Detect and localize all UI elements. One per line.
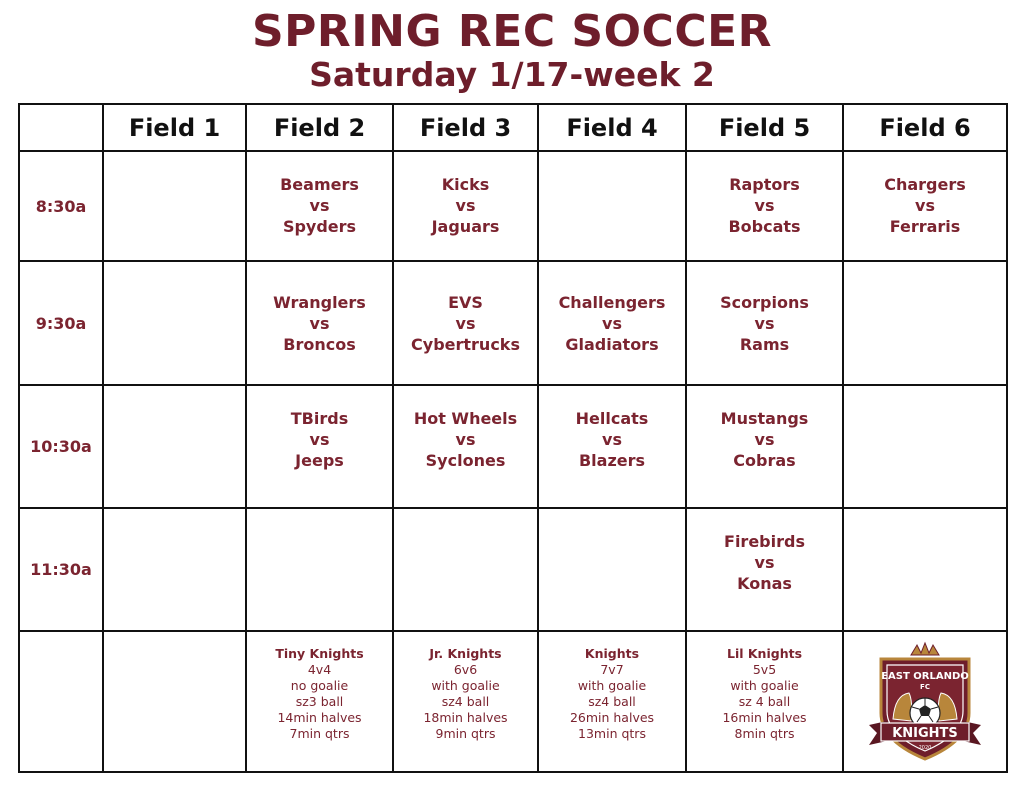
division-line: 9min qtrs — [435, 726, 496, 741]
division-line: 13min qtrs — [578, 726, 646, 741]
logo-text-year: 2020 — [918, 744, 932, 751]
vs-label: vs — [915, 196, 935, 215]
division-line: with goalie — [431, 678, 500, 693]
game-cell — [686, 261, 843, 385]
vs-label: vs — [455, 430, 476, 449]
division-line: sz4 ball — [441, 694, 490, 709]
away-team: Cybertrucks — [411, 334, 520, 354]
division-line: 7min qtrs — [289, 726, 350, 741]
page-subtitle: Saturday 1/17-week 2 — [309, 55, 715, 94]
home-team: EVS — [448, 292, 483, 312]
home-team: Firebirds — [724, 532, 805, 551]
vs-label: vs — [754, 196, 775, 215]
time-slot-row — [19, 151, 1007, 261]
vs-label: vs — [754, 313, 775, 333]
division-info-row — [19, 631, 1007, 772]
field-2-header: Field 2 — [246, 104, 393, 151]
home-team: Challengers — [558, 292, 666, 312]
schedule-table — [18, 103, 1008, 773]
logo-text-top: EAST ORLANDO — [881, 670, 969, 682]
empty-cell — [19, 631, 103, 772]
time-slot-row — [19, 508, 1007, 631]
knights-crest-icon — [865, 641, 985, 763]
field-4-header: Field 4 — [538, 104, 686, 151]
away-team: Gladiators — [565, 334, 659, 354]
game-cell — [246, 261, 393, 385]
vs-label: vs — [754, 430, 775, 449]
logo-text-banner: KNIGHTS — [892, 725, 958, 741]
away-team: Jaguars — [431, 217, 500, 236]
empty-cell — [393, 508, 538, 631]
away-team: Spyders — [282, 217, 357, 236]
field-5-header: Field 5 — [686, 104, 843, 151]
game-cell — [843, 151, 1007, 261]
corner-cell — [19, 104, 103, 151]
home-team: Chargers — [884, 175, 966, 194]
division-info-knights — [538, 631, 686, 772]
home-team: Mustangs — [720, 409, 809, 428]
away-team: Cobras — [733, 451, 796, 470]
game-cell — [393, 261, 538, 385]
division-line: sz3 ball — [295, 694, 344, 709]
time-label: 9:30a — [19, 261, 103, 385]
vs-label: vs — [455, 196, 476, 215]
division-line: no goalie — [290, 678, 349, 693]
logo-text-fc: FC — [920, 682, 930, 691]
away-team: Blazers — [578, 451, 646, 470]
home-team: Beamers — [280, 175, 359, 194]
away-team: Bobcats — [728, 217, 801, 236]
division-line: 18min halves — [423, 710, 508, 725]
game-cell — [686, 508, 843, 631]
division-line: 4v4 — [307, 662, 332, 677]
field-3-header: Field 3 — [393, 104, 538, 151]
vs-label: vs — [455, 313, 476, 333]
vs-label: vs — [602, 430, 622, 449]
away-team: Syclones — [425, 451, 506, 470]
division-line: 8min qtrs — [734, 726, 795, 741]
time-label: 11:30a — [19, 508, 103, 631]
division-info-jr-knights — [393, 631, 538, 772]
home-team: Raptors — [729, 175, 800, 194]
division-line: sz4 ball — [588, 694, 636, 709]
empty-cell — [103, 151, 246, 261]
vs-label: vs — [602, 313, 622, 333]
division-line: 16min halves — [722, 710, 807, 725]
division-line: sz 4 ball — [738, 694, 791, 709]
logo-cell — [843, 631, 1007, 772]
home-team: Hot Wheels — [413, 409, 518, 428]
game-cell — [393, 385, 538, 508]
division-line: 6v6 — [453, 662, 478, 677]
away-team: Jeeps — [295, 451, 344, 470]
vs-label: vs — [309, 430, 330, 449]
division-name: Jr. Knights — [429, 646, 502, 661]
away-team: Rams — [739, 334, 790, 354]
game-cell — [538, 261, 686, 385]
empty-cell — [843, 385, 1007, 508]
time-label: 8:30a — [19, 151, 103, 261]
empty-cell — [843, 261, 1007, 385]
vs-label: vs — [309, 313, 330, 333]
game-cell — [393, 151, 538, 261]
time-slot-row — [19, 261, 1007, 385]
time-label: 10:30a — [19, 385, 103, 508]
division-info-lil-knights — [686, 631, 843, 772]
away-team: Broncos — [283, 334, 356, 354]
game-cell — [686, 151, 843, 261]
vs-label: vs — [754, 553, 775, 572]
division-name: Knights — [584, 646, 640, 661]
game-cell — [538, 385, 686, 508]
away-team: Konas — [737, 574, 792, 593]
empty-cell — [103, 631, 246, 772]
division-line: with goalie — [730, 678, 799, 693]
home-team: Wranglers — [273, 292, 366, 312]
empty-cell — [843, 508, 1007, 631]
empty-cell — [538, 508, 686, 631]
division-line: 14min halves — [277, 710, 362, 725]
home-team: Kicks — [441, 175, 490, 194]
game-cell — [686, 385, 843, 508]
empty-cell — [103, 261, 246, 385]
division-info-tiny-knights — [246, 631, 393, 772]
division-line: 7v7 — [600, 662, 624, 677]
field-header-row — [19, 104, 1007, 151]
division-line: 5v5 — [752, 662, 777, 677]
game-cell — [246, 385, 393, 508]
time-slot-row — [19, 385, 1007, 508]
home-team: TBirds — [290, 409, 349, 428]
empty-cell — [538, 151, 686, 261]
away-team: Ferraris — [889, 217, 961, 236]
club-logo — [844, 632, 1006, 771]
division-name: Tiny Knights — [275, 646, 364, 661]
vs-label: vs — [309, 196, 330, 215]
field-6-header: Field 6 — [843, 104, 1007, 151]
home-team: Scorpions — [720, 292, 809, 312]
division-line: 26min halves — [569, 710, 655, 725]
division-name: Lil Knights — [726, 646, 803, 661]
empty-cell — [246, 508, 393, 631]
game-cell — [246, 151, 393, 261]
page-title: SPRING REC SOCCER — [251, 6, 773, 57]
empty-cell — [103, 385, 246, 508]
home-team: Hellcats — [575, 409, 649, 428]
division-line: with goalie — [577, 678, 647, 693]
empty-cell — [103, 508, 246, 631]
field-1-header: Field 1 — [103, 104, 246, 151]
